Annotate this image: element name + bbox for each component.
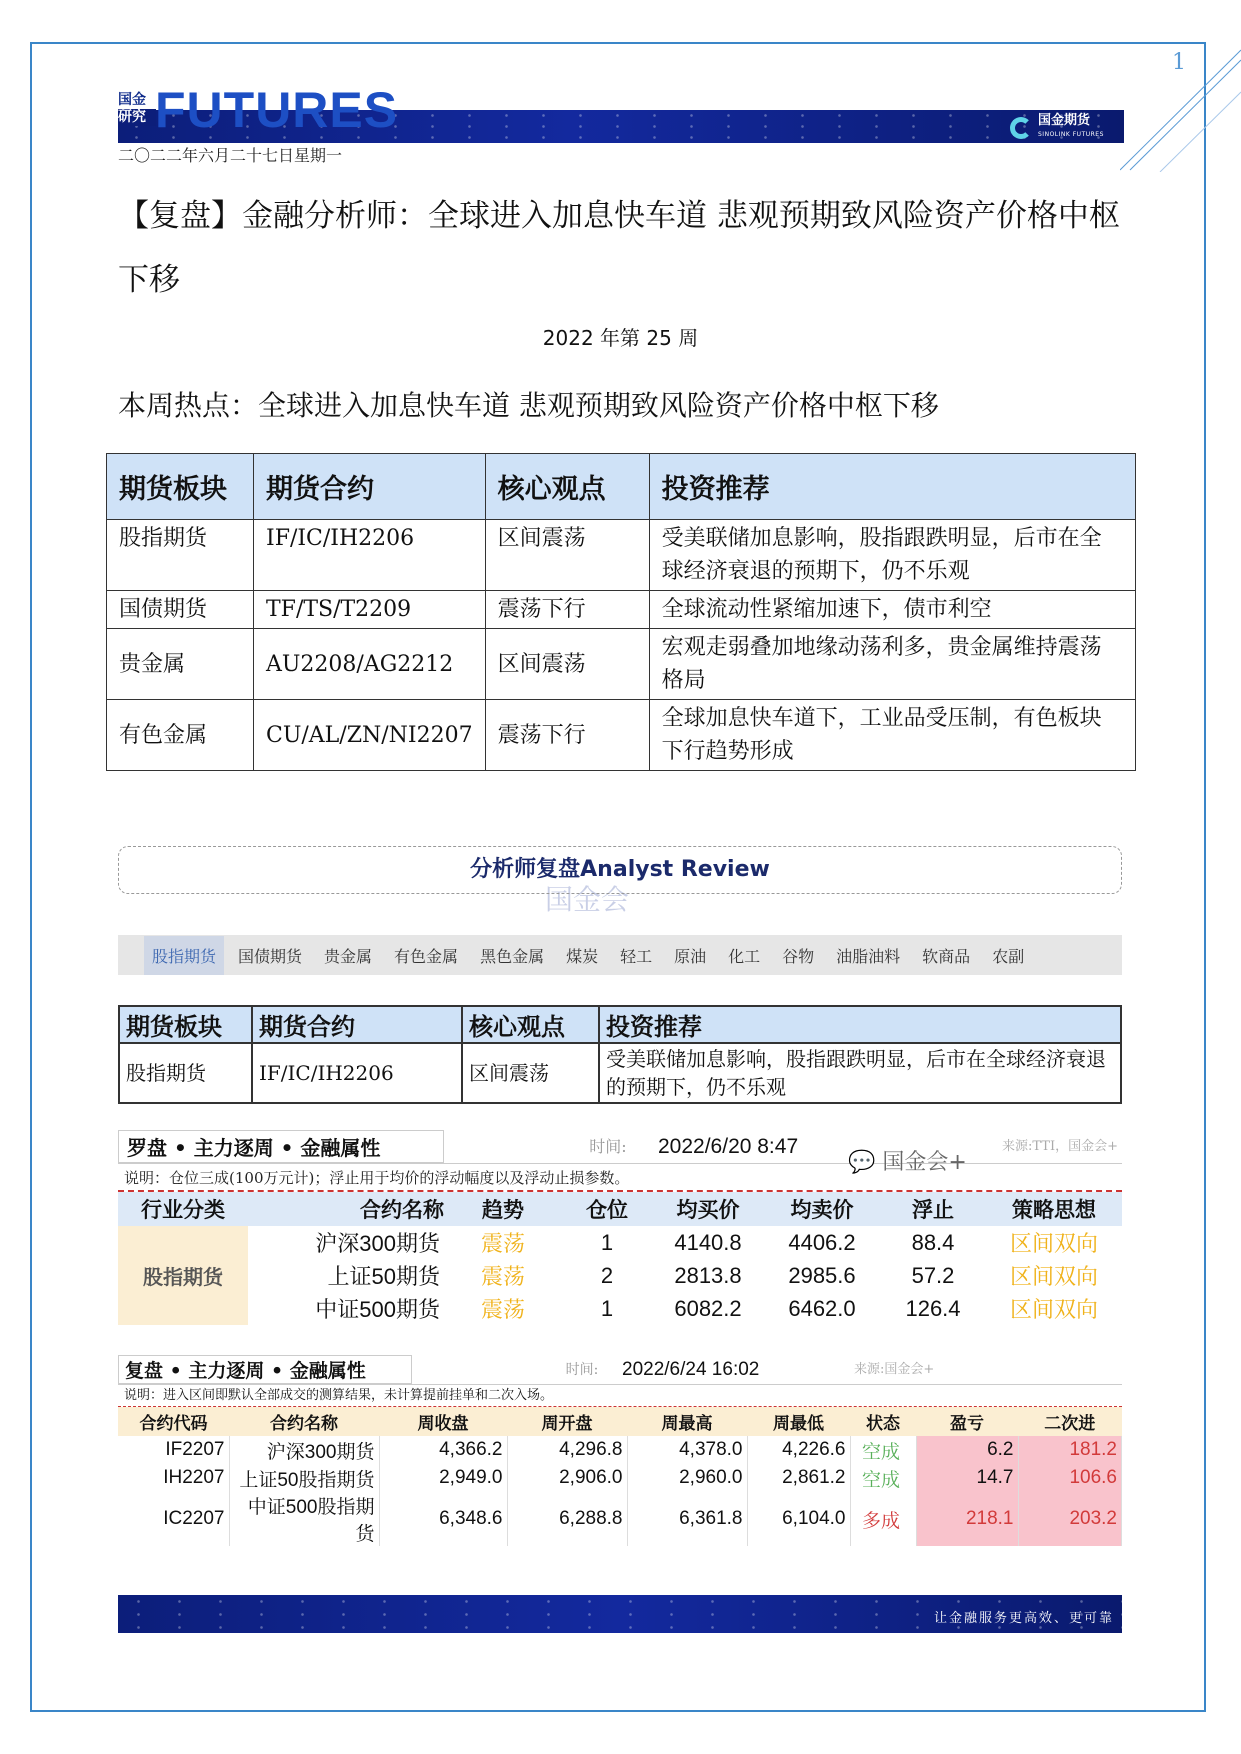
- cell: 4,366.2: [379, 1436, 507, 1464]
- cell: 4140.8: [674, 1229, 742, 1255]
- tab-softs[interactable]: 软商品: [922, 946, 971, 966]
- cell: 股指期货: [119, 1043, 252, 1103]
- fupan-source: 来源:国金会+: [854, 1362, 935, 1377]
- tab-grains[interactable]: 谷物: [782, 946, 815, 966]
- fupan-panel: [118, 1355, 1122, 1546]
- col-header: 状态: [850, 1407, 916, 1436]
- col-header: 盈亏: [916, 1407, 1018, 1436]
- table-row: [118, 1259, 1122, 1292]
- cell: 2,861.2: [747, 1464, 850, 1492]
- col-header: 期货板块: [107, 454, 254, 520]
- cell: 6,348.6: [379, 1492, 507, 1546]
- footer-banner: [118, 1595, 1122, 1633]
- col-header: 周收盘: [379, 1407, 507, 1436]
- analyst-review-header: [118, 846, 1122, 894]
- cell: AU2208/AG2212: [254, 629, 486, 700]
- col-header: 期货合约: [252, 1006, 462, 1043]
- cell: 2,960.0: [627, 1464, 747, 1492]
- cell: 中证500期货: [315, 1297, 440, 1322]
- col-header: 合约名称: [248, 1192, 444, 1226]
- logo-en: SINOLINK FUTURES: [1038, 131, 1104, 138]
- cell: 4,296.8: [507, 1436, 627, 1464]
- col-header: 浮止: [880, 1192, 986, 1226]
- tab-agri-byproducts[interactable]: 农副: [992, 946, 1025, 966]
- cell: 2813.8: [674, 1262, 742, 1288]
- tab-coal[interactable]: 煤炭: [566, 946, 599, 966]
- cell: 2985.6: [788, 1262, 856, 1288]
- cell: 区间震荡: [485, 520, 649, 591]
- cell: 4,378.0: [627, 1436, 747, 1464]
- col-header: 周最高: [627, 1407, 747, 1436]
- cell: 区间震荡: [462, 1043, 599, 1103]
- col-header: 核心观点: [462, 1006, 599, 1043]
- table-row: [119, 1043, 1121, 1103]
- cell: 6,361.8: [627, 1492, 747, 1546]
- fupan-title: 复盘 • 主力逐周 • 金融属性: [118, 1355, 412, 1384]
- cell: 震荡: [480, 1298, 525, 1323]
- wechat-icon: 💬: [848, 1150, 876, 1175]
- table-row: [107, 629, 1136, 700]
- col-header: 行业分类: [118, 1192, 248, 1226]
- status-cell: 空成: [850, 1436, 916, 1464]
- cell: 6,104.0: [747, 1492, 850, 1546]
- table-row: [118, 1226, 1122, 1259]
- cell: IF/IC/IH2206: [254, 520, 486, 591]
- cell: 区间双向: [1009, 1264, 1098, 1289]
- table-row: [118, 1492, 1122, 1546]
- luopan-note: 说明：仓位三成(100万元计)；浮止用于均价的浮动幅度以及浮动止损参数。: [118, 1164, 1122, 1192]
- tab-chemicals[interactable]: 化工: [728, 946, 761, 966]
- fupan-note: 说明：进入区间即默认全部成交的测算结果，未计算提前挂单和二次入场。: [118, 1385, 1122, 1407]
- cell: 2,906.0: [507, 1464, 627, 1492]
- table-row: [118, 1436, 1122, 1464]
- luopan-time: 2022/6/20 8:47: [658, 1135, 799, 1158]
- tab-precious-metals[interactable]: 贵金属: [324, 946, 373, 966]
- page-title: 【复盘】金融分析师：全球进入加息快车道 悲观预期致风险资产价格中枢下移: [118, 198, 1120, 298]
- col-header: 核心观点: [485, 454, 649, 520]
- cell: 218.1: [916, 1492, 1018, 1546]
- table-row: [107, 520, 1136, 591]
- col-header: 期货板块: [119, 1006, 252, 1043]
- analyst-review-title: 分析师复盘Analyst Review: [470, 857, 770, 882]
- brand-cn-line1: 国金: [118, 92, 146, 108]
- col-header: 合约代码: [118, 1407, 229, 1436]
- col-header: 周最低: [747, 1407, 850, 1436]
- sector-detail-table: [118, 1005, 1122, 1104]
- luopan-title: 罗盘 • 主力逐周 • 金融属性: [118, 1130, 444, 1163]
- cell: 震荡: [480, 1265, 525, 1290]
- logo-cn: 国金期货: [1038, 113, 1091, 128]
- cell: IH2207: [118, 1464, 229, 1492]
- cell: 181.2: [1018, 1436, 1122, 1464]
- cell: 宏观走弱叠加地缘动荡利多，贵金属维持震荡格局: [649, 629, 1135, 700]
- cell: 有色金属: [107, 700, 254, 771]
- col-header: 周开盘: [507, 1407, 627, 1436]
- col-header: 合约名称: [229, 1407, 379, 1436]
- col-header: 趋势: [444, 1192, 562, 1226]
- cell: 1: [600, 1295, 614, 1321]
- page-number: 1: [1172, 50, 1186, 75]
- cell: 股指期货: [107, 520, 254, 591]
- col-header: 策略思想: [986, 1192, 1122, 1226]
- cell: 106.6: [1018, 1464, 1122, 1492]
- report-date: 二〇二二年六月二十七日星期一: [118, 146, 343, 165]
- hot-topic: 本周热点：全球进入加息快车道 悲观预期致风险资产价格中枢下移: [118, 389, 939, 422]
- table-row: [107, 591, 1136, 629]
- tab-nonferrous[interactable]: 有色金属: [394, 946, 459, 966]
- summary-table: [106, 453, 1136, 771]
- brand-futures: FUTURES: [155, 82, 399, 138]
- cell: 6.2: [916, 1436, 1018, 1464]
- cell: 57.2: [911, 1262, 955, 1288]
- cell: TF/TS/T2209: [254, 591, 486, 629]
- tab-oilseeds[interactable]: 油脂油料: [836, 946, 901, 966]
- cell: 受美联储加息影响，股指跟跌明显，后市在全球经济衰退的预期下，仍不乐观: [599, 1043, 1121, 1103]
- cell: IF2207: [118, 1436, 229, 1464]
- cell: 6,288.8: [507, 1492, 627, 1546]
- status-cell: 多成: [850, 1492, 916, 1546]
- table-row: [118, 1464, 1122, 1492]
- table-row: [118, 1292, 1122, 1325]
- col-header: 期货合约: [254, 454, 486, 520]
- cell: 沪深300期货: [229, 1436, 379, 1464]
- fupan-table: [118, 1407, 1122, 1546]
- cell: 14.7: [916, 1464, 1018, 1492]
- tab-treasury[interactable]: 国债期货: [238, 946, 303, 966]
- cell: 震荡下行: [485, 700, 649, 771]
- cell: 2,949.0: [379, 1464, 507, 1492]
- brand-cn-line2: 研究: [118, 109, 156, 126]
- logo-mark-icon: [1010, 117, 1032, 139]
- cell: 国债期货: [107, 591, 254, 629]
- cell: 6082.2: [674, 1295, 742, 1321]
- tab-light-industry[interactable]: 轻工: [620, 946, 653, 966]
- luopan-time-label: 时间:: [589, 1137, 627, 1156]
- cell: IC2207: [118, 1492, 229, 1546]
- cell: 88.4: [911, 1229, 955, 1255]
- col-header: 二次进: [1018, 1407, 1122, 1436]
- status-cell: 空成: [850, 1464, 916, 1492]
- wechat-watermark: [848, 1145, 967, 1176]
- wechat-watermark-text: 国金会+: [882, 1150, 967, 1175]
- cell: 中证500股指期货: [229, 1492, 379, 1546]
- cell: 全球加息快车道下，工业品受压制，有色板块下行趋势形成: [649, 700, 1135, 771]
- cell: 2: [600, 1262, 614, 1288]
- footer-slogan: 让金融服务更高效、更可靠: [933, 1611, 1114, 1626]
- luopan-panel: [118, 1130, 1122, 1325]
- cell: 震荡: [480, 1232, 525, 1257]
- cell: 区间双向: [1009, 1297, 1098, 1322]
- col-header: 投资推荐: [599, 1006, 1121, 1043]
- cell: 126.4: [905, 1295, 961, 1321]
- cell: 6462.0: [788, 1295, 856, 1321]
- tab-crude-oil[interactable]: 原油: [674, 946, 707, 966]
- cell: 震荡下行: [485, 591, 649, 629]
- col-header: 投资推荐: [649, 454, 1135, 520]
- cell: 区间震荡: [485, 629, 649, 700]
- table-row: [107, 700, 1136, 771]
- cell: 上证50期货: [327, 1264, 440, 1289]
- cell: 区间双向: [1009, 1231, 1098, 1256]
- tab-stock-index[interactable]: 股指期货: [144, 936, 224, 975]
- cell: 全球流动性紧缩加速下，债市利空: [649, 591, 1135, 629]
- col-header: 仓位: [562, 1192, 652, 1226]
- cell: 受美联储加息影响，股指跟跌明显，后市在全球经济衰退的预期下，仍不乐观: [649, 520, 1135, 591]
- cell: CU/AL/ZN/NI2207: [254, 700, 486, 771]
- brand-cn: [118, 92, 156, 126]
- cell: 沪深300期货: [315, 1231, 440, 1256]
- fupan-time: 2022/6/24 16:02: [622, 1359, 760, 1380]
- category-cell: 股指期货: [118, 1226, 248, 1325]
- sector-tabs: [118, 935, 1122, 975]
- luopan-table: [118, 1192, 1122, 1325]
- week-label: 2022 年第 25 周: [542, 326, 699, 350]
- col-header: 均卖价: [764, 1192, 880, 1226]
- fupan-time-label: 时间:: [565, 1362, 599, 1378]
- col-header: 均买价: [652, 1192, 764, 1226]
- cell: IF/IC/IH2206: [252, 1043, 462, 1103]
- cell: 上证50股指期货: [229, 1464, 379, 1492]
- luopan-source: 来源:TTI，国金会+: [1002, 1139, 1118, 1154]
- cell: 1: [600, 1229, 614, 1255]
- tab-ferrous[interactable]: 黑色金属: [480, 946, 545, 966]
- company-logo: [1010, 114, 1104, 142]
- cell: 4406.2: [788, 1229, 856, 1255]
- cell: 203.2: [1018, 1492, 1122, 1546]
- review-watermark: 国金会: [545, 883, 630, 916]
- cell: 贵金属: [107, 629, 254, 700]
- cell: 4,226.6: [747, 1436, 850, 1464]
